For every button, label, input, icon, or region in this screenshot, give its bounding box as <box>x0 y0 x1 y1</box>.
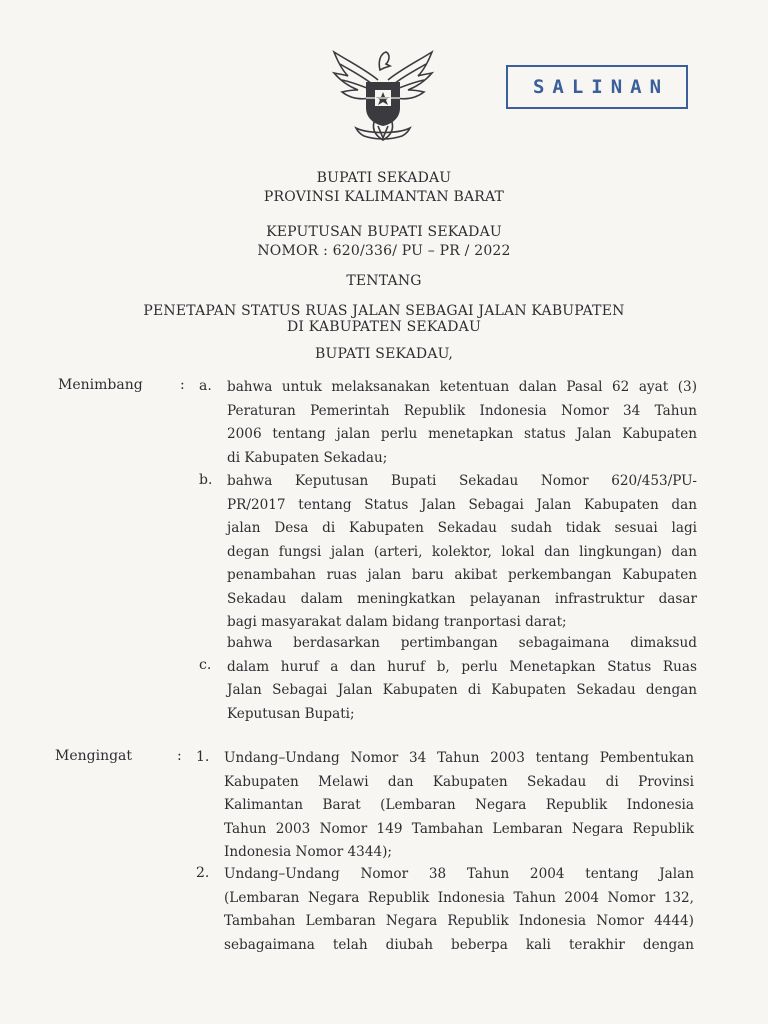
text-line: Kalimantan Barat (Lembaran Negara Republik Indonesia <box>224 797 694 813</box>
header-line-2: PROVINSI KALIMANTAN BARAT <box>263 189 505 205</box>
text-line: bahwa Keputusan Bupati Sekadau Nomor 620/453/PU- <box>227 473 697 489</box>
menimbang-colon: : <box>180 377 185 393</box>
item-marker-1: 1. <box>196 749 210 765</box>
text-line: bahwa berdasarkan pertimbangan sebagaimana dimaksud <box>227 635 697 651</box>
text-line: degan fungsi jalan (arteri, kolektor, lokal dan lingkungan) dan <box>227 543 697 560</box>
text-line: dalam huruf a dan huruf b, perlu Menetapkan Status Ruas <box>227 658 697 675</box>
item-marker-b: b. <box>199 472 213 488</box>
item-marker-c: c. <box>199 657 212 673</box>
item-marker-2: 2. <box>196 865 210 881</box>
text-line: bagi masyarakat dalam bidang tranportasi darat; <box>227 614 567 630</box>
about-heading: TENTANG <box>346 273 422 289</box>
subject-line-2: DI KABUPATEN SEKADAU <box>287 319 481 335</box>
text-line: Sekadau dalam meningkatkan pelayanan infrastruktur dasar <box>227 590 697 607</box>
menimbang-item-b <box>227 470 697 635</box>
authority-line: BUPATI SEKADAU, <box>315 346 453 362</box>
mengingat-item-1 <box>224 747 694 865</box>
garuda-emblem-icon <box>328 40 438 146</box>
salinan-stamp <box>506 65 688 109</box>
text-line: Tambahan Lembaran Negara Republik Indonesia Nomor 4444) <box>224 913 694 929</box>
text-line: sebagaimana telah diubah beberpa kali terakhir dengan <box>224 936 694 953</box>
text-line: (Lembaran Negara Republik Indonesia Tahun 2004 Nomor 132, <box>224 889 694 906</box>
text-line: Peraturan Pemerintah Republik Indonesia Nomor 34 Tahun <box>227 402 697 419</box>
item-marker-a: a. <box>199 378 212 394</box>
text-line: Indonesia Nomor 4344); <box>224 844 393 860</box>
menimbang-item-c <box>227 632 697 726</box>
menimbang-item-a <box>227 376 697 470</box>
text-line: Tahun 2003 Nomor 149 Tambahan Lembaran Negara Republik <box>224 820 694 837</box>
decision-number: NOMOR : 620/336/ PU – PR / 2022 <box>257 243 511 259</box>
mengingat-colon: : <box>177 748 182 764</box>
text-line: Kabupaten Melawi dan Kabupaten Sekadau di Provinsi <box>224 773 694 790</box>
decision-title: KEPUTUSAN BUPATI SEKADAU <box>266 224 502 240</box>
text-line: PR/2017 tentang Status Jalan Sebagai Jalan Kabupaten dan <box>227 496 697 513</box>
text-line: jalan Desa di Kabupaten Sekadau sudah tidak sesuai lagi <box>227 520 697 536</box>
text-line: Jalan Sebagai Jalan Kabupaten di Kabupaten Sekadau dengan <box>227 682 697 698</box>
mengingat-label: Mengingat <box>55 748 133 764</box>
menimbang-label: Menimbang <box>58 377 143 393</box>
text-line: penambahan ruas jalan baru akibat perkembangan Kabupaten <box>227 567 697 583</box>
subject-line-1: PENETAPAN STATUS RUAS JALAN SEBAGAI JALAN KABUPATEN <box>143 303 625 319</box>
text-line: Undang–Undang Nomor 38 Tahun 2004 tentang Jalan <box>224 866 694 882</box>
text-line: 2006 tentang jalan perlu menetapkan status Jalan Kabupaten <box>227 426 697 442</box>
text-line: Keputusan Bupati; <box>227 705 355 722</box>
header-line-1: BUPATI SEKADAU <box>316 170 452 186</box>
text-line: bahwa untuk melaksanakan ketentuan dalan Pasal 62 ayat (3) <box>227 379 697 395</box>
stamp-text: SALINAN <box>532 76 670 98</box>
mengingat-item-2 <box>224 863 694 957</box>
text-line: Undang–Undang Nomor 34 Tahun 2003 tentang Pembentukan <box>224 750 694 766</box>
text-line: di Kabupaten Sekadau; <box>227 449 388 466</box>
